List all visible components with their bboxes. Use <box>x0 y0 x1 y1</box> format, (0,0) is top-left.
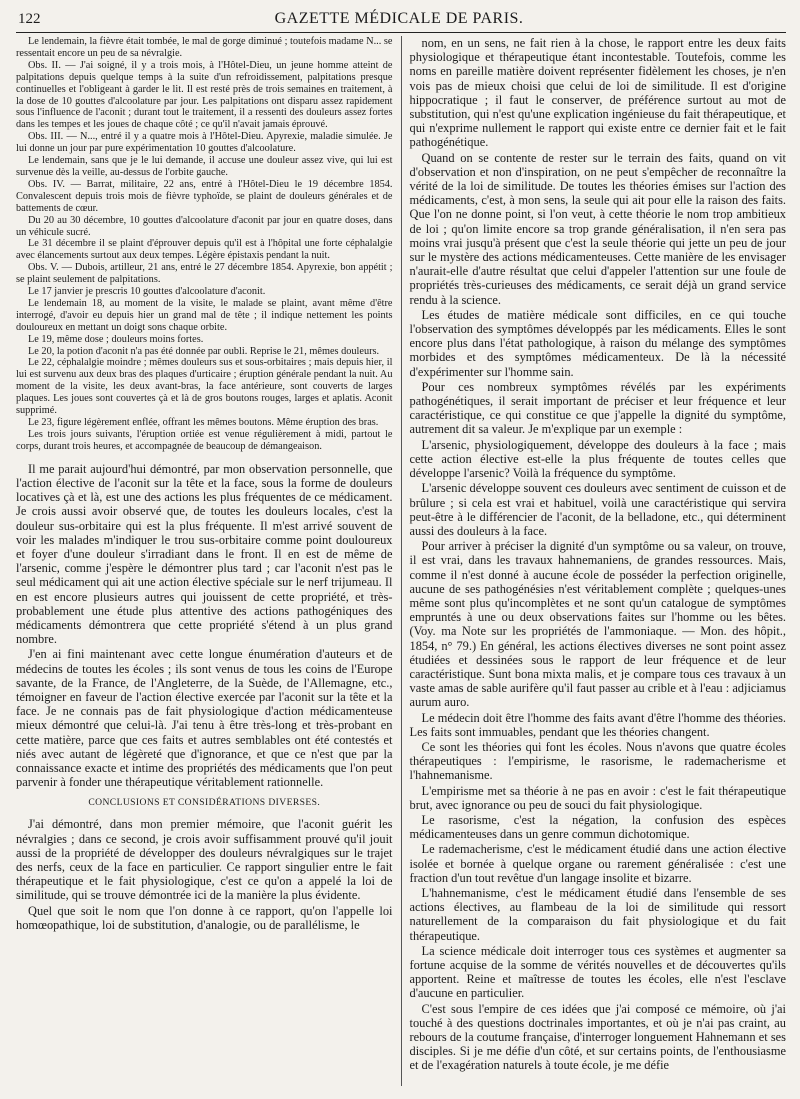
paragraph: Obs. II. — J'ai soigné, il y a trois mois, à l'Hôtel-Dieu, un jeune homme atteint de palpitations depuis quelque temps à la suite d'un refroidissement, palpitations presque continuelles et l'obligeant à garder le lit. Il est resté près de trois semaines en traitement, à la dose de 10 gouttes d'alcoolature par jour. Les palpitations ont disparu assez rapidement sous l'influence de l'aconit ; durant tout le traitement, il a ressenti des douleurs assez fortes dans les tempes et les joues de chaque côté ; ce qu'il n'avait jamais éprouvé. <box>16 59 393 131</box>
paragraph: Obs. III. — N..., entré il y a quatre mois à l'Hôtel-Dieu. Apyrexie, maladie simulée. Je lui donne un jour par pure expérimentation 10 gouttes d'alcoolature. <box>16 131 393 155</box>
paragraph: Le lendemain, sans que je le lui demande, il accuse une douleur assez vive, qui lui est survenue dès la veille, au-dessus de l'orbite gauche. <box>16 155 393 178</box>
paragraph: J'ai démontré, dans mon premier mémoire, que l'aconit guérit les névralgies ; dans ce second, je crois avoir suffisamment prouvé qu'il jouit aussi de la propriété de développer des douleurs névralgiques sur le trajet des nerfs, ceux de la face en particulier. Ce rapport singulier entre le fait thérapeutique et le fait physiologique, c'est ce qu'on a appelé la loi de similitude, qui se trouve démontrée ici de la manière la plus évidente. <box>16 817 393 903</box>
page-number: 122 <box>18 11 41 27</box>
text-columns <box>16 36 786 1086</box>
observations-block <box>16 36 393 453</box>
paragraph: Le 20, la potion d'aconit n'a pas été donnée par oubli. Reprise le 21, mêmes douleurs. <box>28 345 380 357</box>
paragraph: L'empirisme met sa théorie à ne pas en avoir : c'est le fait thérapeutique brut, avec ignorance ou peu de souci du fait physiologique. <box>409 783 786 812</box>
conclusions-block <box>16 817 393 932</box>
paragraph: Le 31 décembre il se plaint d'éprouver depuis qu'il est à l'hôpital une forte céphalalgie avec élancements surtout aux deux tempes. Légère épistaxis pendant la nuit. <box>16 238 393 262</box>
left-column <box>16 36 401 1086</box>
paragraph: Le 17 janvier je prescris 10 gouttes d'alcoolature d'aconit. <box>28 286 266 298</box>
page-header <box>16 10 786 33</box>
right-column <box>401 36 787 1086</box>
paragraph: Du 20 au 30 décembre, 10 gouttes d'alcoolature d'aconit par jour en quatre doses, dans un véhicule sucré. <box>16 214 393 238</box>
paragraph: Le 19, même dose ; douleurs moins fortes. <box>28 333 204 345</box>
paragraph: Le lendemain 18, au moment de la visite, le malade se plaint, avant même d'être interrogé, d'avoir eu depuis hier un grand mal de tête ; il indique nettement les points douloureux en mettant un doigt sons chaque orbite. <box>16 297 393 333</box>
paragraph: Ce sont les théories qui font les écoles. Nous n'avons que quatre écoles thérapeutiques : l'empirisme, le rasorisme, le rademacherisme et l'hahnemanisme. <box>409 739 786 783</box>
discussion-block <box>16 462 393 790</box>
paragraph: Il me parait aujourd'hui démontré, par mon observation personnelle, que l'action élective de l'aconit sur la tête et la face, sous la forme de douleurs locatives çà et là, est une des actions les plus fréquentes de ce médicament. Je crois aussi avoir observé que, de toutes les douleurs locales, c'est la douleur sus-orbitaire qui est la plus fréquente. Il m'est arrivé souvent de voir les malades m'indiquer le trou sus-orbitaire comme point douloureux et foyer d'une douleur s'irradiant dans le front. Il en est de même de l'arsenic, comme j'espère le démontrer plus tard ; car l'aconit n'est pas le seul médicament qui ait une action élective spéciale sur le nerf trijumeau. Il en est encore plusieurs autres qui jouissent de cette propriété, et très-probablement une étude plus attentive des actions pathogéniques des médicaments démontrera que cette propriété s'étend à un plus grand nombre. <box>16 461 393 647</box>
paragraph: La science médicale doit interroger tous ces systèmes et augmenter sa fortune acquise de la somme de vérités nouvelles et de découvertes qu'ils apportent. Reine et maîtresse de toutes les écoles, elle n'est l'esclave d'aucune en particulier. <box>409 943 786 1001</box>
paragraph: nom, en un sens, ne fait rien à la chose, le rapport entre les deux faits physiologique et thérapeutique étant incontestable. Toutefois, comme les noms en pareille matière doivent représenter fidèlement les choses, je n'en vois pas de mieux choisi que celui de loi de similitude. Il est d'origine hippocratique ; il faut le conserver, de préférence surtout au mot de substitution, qui n'est qu'une explication ingénieuse du fait thérapeutique, et qui n'exprime nullement le rapport qui existe entre ce dernier fait et le fait pathogénétique. <box>409 36 786 150</box>
paragraph: Le rademacherisme, c'est le médicament étudié dans une action élective isolée et bornée à quelque organe ou rarement généralisée : c'est une fraction d'un tout revêtue d'un langage insolite et bizarre. <box>409 842 786 885</box>
paragraph: L'arsenic, physiologiquement, développe des douleurs à la face ; mais cette action élective est-elle la plus fréquente de toutes celles que développe l'arsenic? Voilà la fréquence du symptôme. <box>409 437 786 481</box>
paragraph: Quel que soit le nom que l'on donne à ce rapport, qu'on l'appelle loi homœopathique, loi de substitution, d'analogie, ou de parallélisme, le <box>16 903 393 932</box>
paragraph: Le lendemain, la fièvre était tombée, le mal de gorge diminué ; toutefois madame N... se ressentait encore un peu de sa névralgie. <box>16 36 393 59</box>
paragraph: Obs. IV. — Barrat, militaire, 22 ans, entré à l'Hôtel-Dieu le 19 décembre 1854. Convalescent depuis trois mois de fièvre typhoïde, se plaint de douleurs générales et de battements de cœur. <box>16 178 393 214</box>
paragraph: Quand on se contente de rester sur le terrain des faits, quand on vit d'observation et non d'inspiration, on ne peut s'empêcher de reconnaître la vérité de la loi de similitude. De toutes les théories émises sur l'action des médicaments, c'est, à mon sens, la seule qui ait pour elle la raison des faits. Que l'on ne donne point, si l'on veut, à cette théorie le nom trop ambitieux de loi ; qu'on limite encore sa trop grande généralisation, il n'en sera pas moins vrai jusqu'à présent que c'est la seule théorie qui jette un peu de jour sur le mystère des actions médicamenteuses. Cette manière de les envisager n'aurait-elle d'autre résultat que celui d'appeler l'attention sur une foule de propriétés très-curieuses des médicaments, ce serait déjà un grand service rendu à la science. <box>409 150 786 307</box>
paragraph: Pour arriver à préciser la dignité d'un symptôme ou sa valeur, on trouve, il est vrai, dans les travaux hahnemaniens, de grandes ressources. Mais, comme il n'est donné à aucune école de posséder la perfection originelle, aucune de ses pathogénésies n'est véritablement complète ; quelques-unes même sont plus qu'incomplètes et ne sont qu'un catalogue de symptômes empruntés à une ou deux observations faites sur l'homme ou les bêtes. (Voy. ma Note sur les propriétés de l'ammoniaque. — Mon. des hôpit., 1854, n° 79.) En général, les actions électives diverses ne sont point assez étudiées et dessinées sous le rapport de leur fréquence et de leur caractéristique. Sunt bona mixta malis, et je compare tous ces travaux à un vaste amas de sable aurifère qu'il faut passer au crible et à l'eau : adjiciamus aurum auro. <box>409 539 786 710</box>
paragraph: Les études de matière médicale sont difficiles, en ce qui touche l'observation des symptômes développés par les médicaments. Elles le sont encore plus dans l'état pathologique, à raison du mélange des symptômes morbides et des symptômes médicamenteux. De là la nécessité d'expérimenter sur l'homme sain. <box>409 307 786 379</box>
paragraph: Pour ces nombreux symptômes révélés par les expériments pathogénétiques, il serait important de préciser et leur fréquence et leur caractéristique, ce qui constitue ce que j'appelle la dignité du symptôme, autrement dit sa valeur. Je m'explique par un exemple : <box>409 379 786 437</box>
paragraph: L'arsenic développe souvent ces douleurs avec sentiment de cuisson et de brûlure ; si cela est vrai et habituel, voilà une caractéristique qui servira peut-être à le différencier de l'aconit, de la belladone, etc., qui déterminent aussi des douleurs à la face. <box>409 481 786 538</box>
paragraph: Les trois jours suivants, l'éruption ortiée est venue régulièrement à midi, partout le corps, durant trois heures, et accompagnée de beaucoup de démangeaison. <box>16 428 393 452</box>
journal-title: GAZETTE MÉDICALE DE PARIS. <box>274 10 524 27</box>
paragraph: J'en ai fini maintenant avec cette longue énumération d'auteurs et de médecins de toutes les écoles ; ils sont venus de tous les coins de l'Europe savante, de la France, de l'Angleterre, de la Suède, de l'Allemagne, etc., témoigner en faveur de l'action élective exercée par l'aconit sur la tête et la face. Je ne connais pas de fait physiologique d'action médicamenteuse mieux démontré que celui-là. J'ai tenu à être très-long et très-probant en cette matière, parce que ces faits et autres semblables ont été contestés et niés avec autant de légèreté que d'ignorance, et que ce n'est que par la connaissance exacte et intime des propriétés des médicaments que l'on peut parvenir à fonder une thérapeutique véritablement rationnelle. <box>16 647 393 790</box>
paragraph: Le médecin doit être l'homme des faits avant d'être l'homme des théories. Les faits sont immuables, pendant que les théories changent. <box>409 710 786 739</box>
paragraph: C'est sous l'empire de ces idées que j'ai composé ce mémoire, où j'ai touché à des questions doctrinales importantes, et où je n'ai pas craint, au rebours de la coutume française, d'interroger longuement Hahnemann et ses disciples. Si je me défie d'un côté, et sur certains points, de l'enthousiasme et de l'exagération naturels à toute école, je me défie <box>409 1001 786 1073</box>
paragraph: L'hahnemanisme, c'est le médicament étudié dans l'ensemble de ses actions électives, au flambeau de la loi de similitude qui ressort naturellement de la comparaison du fait physiologique et du fait thérapeutique. <box>409 885 786 943</box>
paragraph: Le rasorisme, c'est la négation, la confusion des espèces médicamenteuses dans un genre commun dichotomique. <box>409 812 786 842</box>
paragraph: Obs. V. — Dubois, artilleur, 21 ans, entré le 27 décembre 1854. Apyrexie, bon appétit ; se plaint seulement de palpitations. <box>16 262 393 286</box>
paragraph: Le 23, figure légèrement enflée, offrant les mêmes boutons. Même éruption des bras. <box>28 417 379 428</box>
paragraph: Le 22, céphalalgie moindre ; mêmes douleurs sus et sous-orbitaires ; mais depuis hier, il lui est survenu aux deux bras des plaques d'urticaire ; éruption générale pendant la nuit. Au moment de la visite, les deux avant-bras, la face antérieure, sont couverts de larges plaques. Les joues sont couvertes çà et là de gros boutons rouges, larges et aplatis. Aconit supprimé. <box>16 357 393 417</box>
section-title: CONCLUSIONS ET CONSIDÉRATIONS DIVERSES. <box>88 797 321 809</box>
